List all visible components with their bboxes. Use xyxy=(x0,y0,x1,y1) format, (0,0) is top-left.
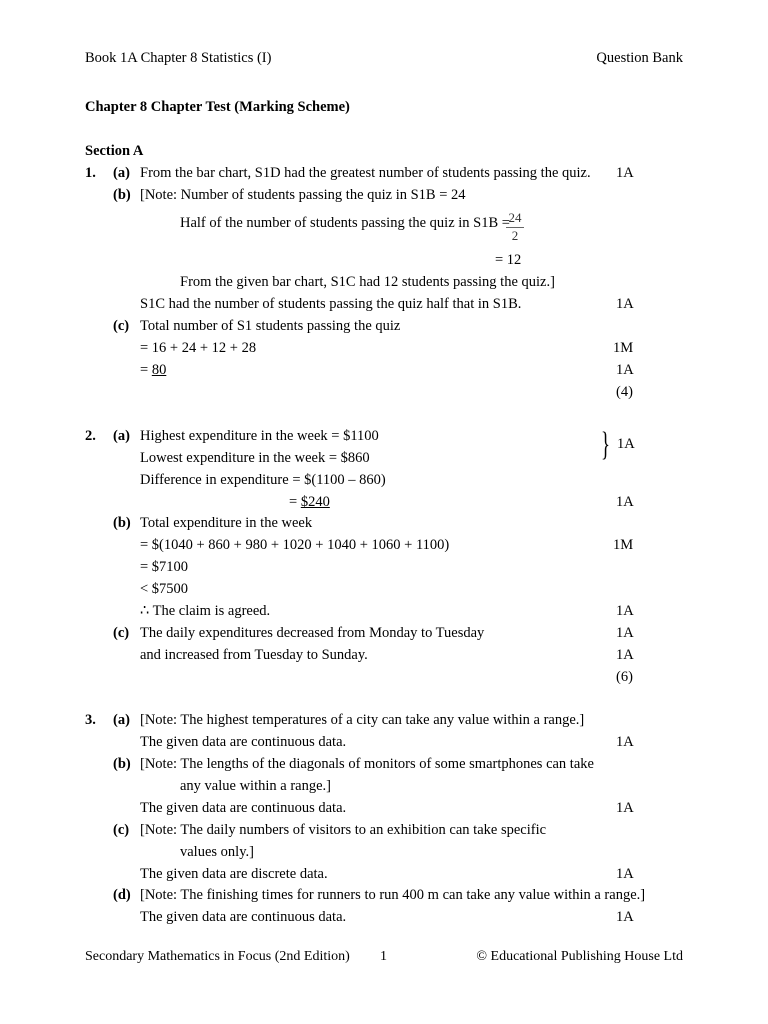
q3-number: 3. xyxy=(85,712,96,728)
q3-a-text: The given data are continuous data. xyxy=(140,734,347,750)
q2-b-label: (b) xyxy=(113,515,131,531)
q2-a-answer: $240 xyxy=(300,494,330,510)
q2-a-line3: Difference in expenditure = $(1100 – 860) xyxy=(140,472,386,488)
q1-b-label: (b) xyxy=(113,187,131,203)
footer-page-number: 1 xyxy=(380,949,387,964)
q2-a-mark4: 1A xyxy=(616,494,634,510)
q2-c-mark2: 1A xyxy=(616,647,634,663)
q2-a-line4 xyxy=(289,493,330,511)
header-left: Book 1A Chapter 8 Statistics (I) xyxy=(85,50,272,66)
fraction-denominator: 2 xyxy=(511,228,519,243)
q3-b-label: (b) xyxy=(113,756,131,772)
footer-left: Secondary Mathematics in Focus (2nd Edition) xyxy=(85,949,350,964)
q2-c-line1: The daily expenditures decreased from Monday to Tuesday xyxy=(140,625,485,641)
q1-c-mark3: 1A xyxy=(616,362,634,378)
q2-b-line4: < $7500 xyxy=(140,581,189,597)
q3-d-note: [Note: The finishing times for runners to run 400 m can take any value within a range.] xyxy=(140,887,646,903)
q1-b-text: S1C had the number of students passing the quiz half that in S1B. xyxy=(140,296,522,312)
q1-b-mark: 1A xyxy=(616,296,634,312)
fraction-numerator: 24 xyxy=(506,210,524,228)
q1-c-answer: 80 xyxy=(151,362,167,378)
q3-a-label: (a) xyxy=(113,712,130,728)
q1-b-half: Half of the number of students passing the quiz in S1B = xyxy=(180,215,510,231)
q3-d-mark: 1A xyxy=(616,909,634,925)
q1-c-label: (c) xyxy=(113,318,130,334)
q1-c-mark2: 1M xyxy=(613,340,634,356)
q1-b-fraction xyxy=(506,210,524,244)
q2-c-label: (c) xyxy=(113,625,130,641)
q2-b-mark5: 1A xyxy=(616,603,634,619)
q2-b-line1: Total expenditure in the week xyxy=(140,515,313,531)
header-right: Question Bank xyxy=(596,50,683,66)
q1-c-text: Total number of S1 students passing the quiz xyxy=(140,318,401,334)
q2-a-line2: Lowest expenditure in the week = $860 xyxy=(140,450,370,466)
q1-b-eq12: = 12 xyxy=(495,252,522,268)
q1-number: 1. xyxy=(85,165,96,181)
q3-a-mark: 1A xyxy=(616,734,634,750)
q1-c-line2: = 16 + 24 + 12 + 28 xyxy=(140,340,257,356)
q2-total: (6) xyxy=(616,669,633,685)
q3-c-text: The given data are discrete data. xyxy=(140,866,328,882)
q3-a-note: [Note: The highest temperatures of a city can take any value within a range.] xyxy=(140,712,585,728)
q3-b-note2: any value within a range.] xyxy=(180,778,331,794)
q2-c-line2: and increased from Tuesday to Sunday. xyxy=(140,647,368,663)
q3-c-note1: [Note: The daily numbers of visitors to an exhibition can take specific xyxy=(140,822,547,838)
q2-a-brace-mark: 1A xyxy=(617,436,635,452)
q1-b-note: [Note: Number of students passing the quiz in S1B = 24 xyxy=(140,187,466,203)
q1-a-text: From the bar chart, S1D had the greatest number of students passing the quiz. xyxy=(140,165,591,181)
q2-b-line2: = $(1040 + 860 + 980 + 1020 + 1040 + 1060 + 1100) xyxy=(140,537,450,553)
footer-right: © Educational Publishing House Ltd xyxy=(476,949,683,964)
q1-a-mark: 1A xyxy=(616,165,634,181)
q1-a-label: (a) xyxy=(113,165,130,181)
q2-b-line5: ∴ The claim is agreed. xyxy=(140,603,271,619)
q3-c-note2: values only.] xyxy=(180,844,254,860)
q2-a-line1: Highest expenditure in the week = $1100 xyxy=(140,428,379,444)
q3-b-mark: 1A xyxy=(616,800,634,816)
q3-b-text: The given data are continuous data. xyxy=(140,800,347,816)
q3-b-note1: [Note: The lengths of the diagonals of monitors of some smartphones can take xyxy=(140,756,594,772)
q3-d-label: (d) xyxy=(113,887,131,903)
q1-c-line3 xyxy=(140,361,166,379)
right-brace-icon: } xyxy=(601,426,610,463)
page-title: Chapter 8 Chapter Test (Marking Scheme) xyxy=(85,99,350,115)
q1-b-given: From the given bar chart, S1C had 12 students passing the quiz.] xyxy=(180,274,555,290)
q2-number: 2. xyxy=(85,428,96,444)
q3-c-mark: 1A xyxy=(616,866,634,882)
section-heading: Section A xyxy=(85,143,144,159)
q2-a-label: (a) xyxy=(113,428,130,444)
q2-c-mark1: 1A xyxy=(616,625,634,641)
equals-sign: = xyxy=(140,362,149,378)
q2-b-mark2: 1M xyxy=(613,537,634,553)
q2-b-line3: = $7100 xyxy=(140,559,189,575)
q1-total: (4) xyxy=(616,384,633,400)
q3-d-text: The given data are continuous data. xyxy=(140,909,347,925)
equals-sign: = xyxy=(289,494,298,510)
q3-c-label: (c) xyxy=(113,822,130,838)
